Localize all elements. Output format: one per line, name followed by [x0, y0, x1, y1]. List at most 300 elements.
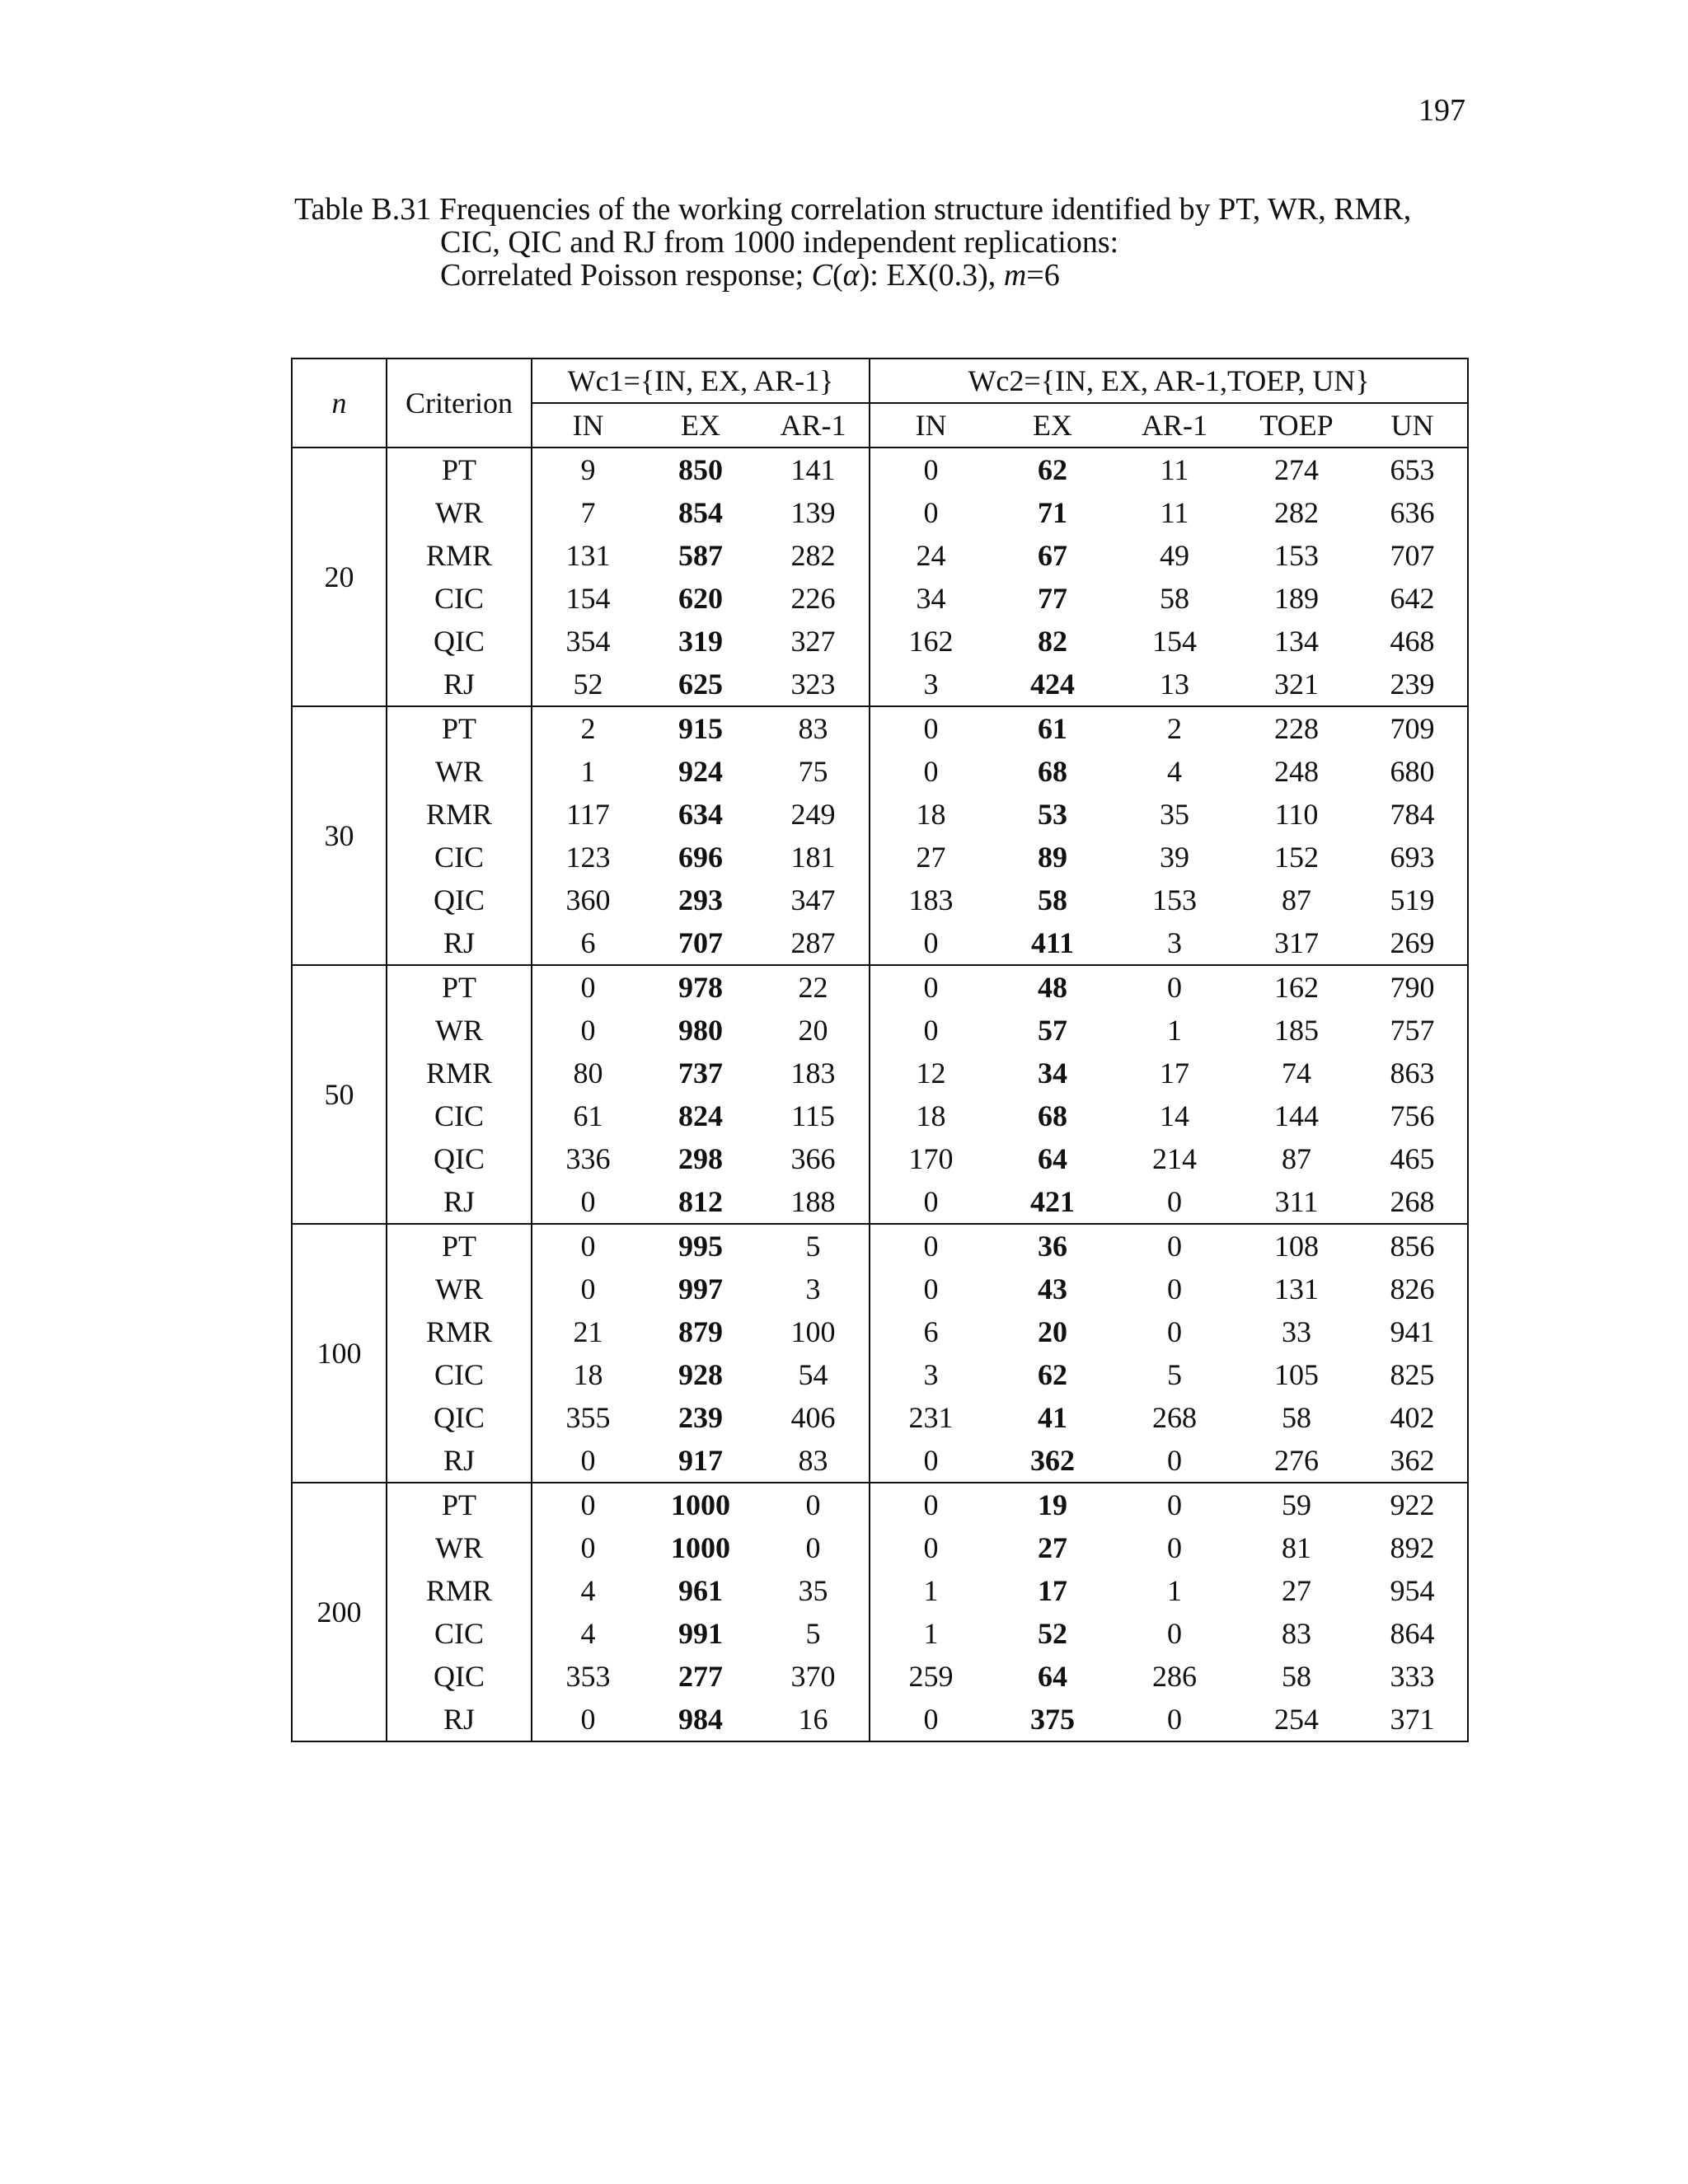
value-cell: 58	[1282, 1660, 1312, 1693]
value-cell: 139	[790, 496, 836, 529]
value-cell: 757	[1390, 1014, 1435, 1047]
value-cell: 0	[1114, 1224, 1236, 1268]
table-row	[292, 1052, 1468, 1094]
table-row	[292, 706, 1468, 750]
value-cell: 0	[1167, 1617, 1183, 1650]
value-cell: 3	[1167, 926, 1183, 959]
criterion-cell: WR	[387, 491, 532, 534]
criterion-cell: RJ	[387, 1439, 532, 1483]
value-cell: 21	[532, 1310, 644, 1353]
caption-line-2: CIC, QIC and RJ from 1000 independent replications:	[440, 225, 1119, 260]
value-cell: 100	[790, 1315, 836, 1348]
criterion-cell: RMR	[387, 793, 532, 836]
value-cell: 108	[1236, 1224, 1357, 1268]
col-header-wc2-in: IN	[870, 403, 992, 448]
value-cell: 18	[870, 793, 992, 836]
col-header-wc2-ex: EX	[1033, 409, 1073, 442]
value-cell: 0	[805, 1531, 821, 1564]
value-cell: 282	[790, 539, 836, 572]
value-cell: 362	[1390, 1444, 1435, 1477]
value-cell: 77	[1038, 582, 1068, 615]
value-cell: 6	[532, 921, 644, 965]
table-row	[292, 1439, 1468, 1483]
value-cell: 287	[790, 926, 836, 959]
value-cell: 347	[790, 883, 836, 916]
criterion-cell: RJ	[387, 1698, 532, 1741]
table-row	[292, 1483, 1468, 1526]
value-cell: 375	[1030, 1703, 1076, 1736]
value-cell: 53	[1038, 798, 1068, 831]
value-cell: 27	[1282, 1574, 1312, 1607]
value-cell: 41	[1038, 1401, 1068, 1434]
col-header-wc2-toep: TOEP	[1259, 409, 1334, 442]
value-cell: 468	[1390, 625, 1435, 658]
value-cell: 856	[1357, 1224, 1468, 1268]
value-cell: 0	[870, 706, 992, 750]
table-row	[292, 1180, 1468, 1224]
value-cell: 707	[1390, 539, 1435, 572]
value-cell: 293	[678, 883, 723, 916]
value-cell: 406	[790, 1401, 836, 1434]
value-cell: 123	[532, 836, 644, 879]
value-cell: 6	[870, 1310, 992, 1353]
criterion-cell: WR	[387, 750, 532, 793]
value-cell: 995	[644, 1224, 757, 1268]
value-cell: 33	[1282, 1315, 1312, 1348]
value-cell: 61	[532, 1094, 644, 1137]
value-cell: 3	[805, 1272, 821, 1305]
table-row	[292, 1137, 1468, 1180]
value-cell: 0	[532, 1439, 644, 1483]
criterion-cell: RJ	[387, 663, 532, 706]
value-cell: 863	[1390, 1057, 1435, 1090]
value-cell: 3	[870, 663, 992, 706]
criterion-cell: RMR	[387, 1052, 532, 1094]
value-cell: 39	[1160, 841, 1190, 874]
value-cell: 9	[532, 448, 644, 491]
table-row	[292, 1268, 1468, 1310]
value-cell: 4	[532, 1569, 644, 1612]
value-cell: 980	[678, 1014, 723, 1047]
criterion-cell: WR	[387, 1268, 532, 1310]
value-cell: 49	[1160, 539, 1190, 572]
criterion-cell: QIC	[387, 1396, 532, 1439]
col-header-wc1-in: IN	[532, 403, 644, 448]
value-cell: 1000	[644, 1483, 757, 1526]
table-row	[292, 1094, 1468, 1137]
caption-line-3-prefix: Correlated Poisson response;	[440, 258, 812, 293]
value-cell: 321	[1274, 668, 1320, 701]
value-cell: 5	[1167, 1358, 1183, 1391]
value-cell: 71	[1038, 496, 1068, 529]
n-value-cell: 200	[292, 1483, 387, 1741]
value-cell: 917	[678, 1444, 723, 1477]
value-cell: 64	[1038, 1660, 1068, 1693]
value-cell: 0	[532, 1180, 644, 1224]
value-cell: 0	[870, 1224, 992, 1268]
value-cell: 52	[1038, 1617, 1068, 1650]
caption-symbol-c: C	[811, 258, 833, 293]
value-cell: 402	[1390, 1401, 1435, 1434]
criterion-cell: PT	[387, 1224, 532, 1268]
value-cell: 922	[1357, 1483, 1468, 1526]
value-cell: 162	[870, 620, 992, 663]
value-cell: 0	[870, 491, 992, 534]
value-cell: 36	[992, 1224, 1114, 1268]
value-cell: 636	[1390, 496, 1435, 529]
criterion-cell: CIC	[387, 1612, 532, 1655]
value-cell: 954	[1390, 1574, 1435, 1607]
value-cell: 144	[1274, 1099, 1320, 1132]
criterion-cell: PT	[387, 1483, 532, 1526]
value-cell: 370	[790, 1660, 836, 1693]
criterion-cell: RJ	[387, 921, 532, 965]
value-cell: 0	[1114, 965, 1236, 1009]
value-cell: 915	[644, 706, 757, 750]
value-cell: 214	[1152, 1142, 1198, 1175]
value-cell: 239	[678, 1401, 723, 1434]
value-cell: 0	[1167, 1272, 1183, 1305]
value-cell: 825	[1390, 1358, 1435, 1391]
value-cell: 924	[678, 755, 723, 788]
value-cell: 61	[992, 706, 1114, 750]
criterion-cell: QIC	[387, 1137, 532, 1180]
criterion-cell: WR	[387, 1009, 532, 1052]
n-header: n	[331, 387, 347, 419]
table-row	[292, 879, 1468, 921]
value-cell: 153	[1152, 883, 1198, 916]
value-cell: 80	[532, 1052, 644, 1094]
value-cell: 879	[678, 1315, 723, 1348]
value-cell: 864	[1390, 1617, 1435, 1650]
value-cell: 892	[1390, 1531, 1435, 1564]
criterion-cell: CIC	[387, 1353, 532, 1396]
value-cell: 0	[532, 1009, 644, 1052]
n-value-cell: 20	[292, 448, 387, 706]
value-cell: 1	[870, 1569, 992, 1612]
value-cell: 276	[1274, 1444, 1320, 1477]
value-cell: 323	[790, 668, 836, 701]
value-cell: 58	[1038, 883, 1068, 916]
table-row	[292, 1655, 1468, 1698]
value-cell: 286	[1152, 1660, 1198, 1693]
table-row	[292, 1698, 1468, 1741]
value-cell: 0	[1167, 1315, 1183, 1348]
value-cell: 421	[1030, 1185, 1076, 1218]
value-cell: 34	[870, 577, 992, 620]
value-cell: 693	[1390, 841, 1435, 874]
value-cell: 170	[870, 1137, 992, 1180]
value-cell: 274	[1236, 448, 1357, 491]
value-cell: 48	[992, 965, 1114, 1009]
value-cell: 0	[532, 1224, 644, 1268]
value-cell: 14	[1160, 1099, 1190, 1132]
value-cell: 248	[1274, 755, 1320, 788]
value-cell: 0	[1114, 1483, 1236, 1526]
value-cell: 75	[798, 755, 828, 788]
value-cell: 991	[678, 1617, 723, 1650]
value-cell: 117	[532, 793, 644, 836]
value-cell: 707	[678, 926, 723, 959]
table-row	[292, 534, 1468, 577]
criterion-cell: PT	[387, 448, 532, 491]
n-value-cell: 30	[292, 706, 387, 965]
value-cell: 0	[1167, 1444, 1183, 1477]
value-cell: 24	[870, 534, 992, 577]
value-cell: 625	[678, 668, 723, 701]
value-cell: 11	[1114, 448, 1236, 491]
value-cell: 366	[790, 1142, 836, 1175]
value-cell: 0	[1167, 1703, 1183, 1736]
value-cell: 183	[870, 879, 992, 921]
value-cell: 961	[678, 1574, 723, 1607]
value-cell: 154	[532, 577, 644, 620]
value-cell: 336	[532, 1137, 644, 1180]
table-row	[292, 448, 1468, 491]
value-cell: 424	[1030, 668, 1076, 701]
value-cell: 4	[1167, 755, 1183, 788]
col-header-wc1-ar1: AR-1	[780, 409, 846, 442]
value-cell: 737	[678, 1057, 723, 1090]
value-cell: 0	[870, 1483, 992, 1526]
value-cell: 642	[1390, 582, 1435, 615]
value-cell: 0	[532, 1268, 644, 1310]
value-cell: 360	[532, 879, 644, 921]
value-cell: 978	[644, 965, 757, 1009]
value-cell: 824	[678, 1099, 723, 1132]
criterion-cell: CIC	[387, 577, 532, 620]
value-cell: 0	[870, 1526, 992, 1569]
n-value-cell: 100	[292, 1224, 387, 1483]
table-row	[292, 577, 1468, 620]
caption-open-paren: (	[832, 258, 843, 293]
value-cell: 259	[870, 1655, 992, 1698]
value-cell: 355	[532, 1396, 644, 1439]
criterion-cell: RMR	[387, 1310, 532, 1353]
value-cell: 185	[1274, 1014, 1320, 1047]
value-cell: 0	[870, 448, 992, 491]
n-value-cell: 50	[292, 965, 387, 1224]
value-cell: 298	[678, 1142, 723, 1175]
criterion-cell: RMR	[387, 1569, 532, 1612]
value-cell: 58	[1282, 1401, 1312, 1434]
table-row	[292, 793, 1468, 836]
value-cell: 696	[678, 841, 723, 874]
table-row	[292, 750, 1468, 793]
value-cell: 362	[1030, 1444, 1076, 1477]
value-cell: 282	[1274, 496, 1320, 529]
criterion-header: Criterion	[387, 359, 532, 448]
criterion-cell: CIC	[387, 836, 532, 879]
value-cell: 854	[678, 496, 723, 529]
col-header-wc2-un: UN	[1390, 409, 1434, 442]
value-cell: 68	[1038, 1099, 1068, 1132]
value-cell: 4	[532, 1612, 644, 1655]
value-cell: 152	[1274, 841, 1320, 874]
value-cell: 239	[1390, 668, 1435, 701]
value-cell: 0	[532, 965, 644, 1009]
value-cell: 0	[1167, 1185, 1183, 1218]
value-cell: 19	[992, 1483, 1114, 1526]
table-row	[292, 1310, 1468, 1353]
value-cell: 35	[798, 1574, 828, 1607]
criterion-cell: QIC	[387, 879, 532, 921]
value-cell: 5	[805, 1617, 821, 1650]
criterion-cell: PT	[387, 965, 532, 1009]
wc1-header: Wc1={IN, EX, AR-1}	[532, 359, 870, 403]
value-cell: 87	[1282, 883, 1312, 916]
caption-symbol-alpha: α	[842, 258, 860, 293]
table-row	[292, 491, 1468, 534]
criterion-cell: WR	[387, 1526, 532, 1569]
value-cell: 20	[1038, 1315, 1068, 1348]
value-cell: 941	[1390, 1315, 1435, 1348]
value-cell: 83	[1282, 1617, 1312, 1650]
value-cell: 2	[532, 706, 644, 750]
value-cell: 1000	[671, 1531, 730, 1564]
value-cell: 54	[798, 1358, 828, 1391]
table-row	[292, 1612, 1468, 1655]
caption-line-3	[294, 259, 1465, 292]
value-cell: 784	[1390, 798, 1435, 831]
value-cell: 826	[1390, 1272, 1435, 1305]
value-cell: 11	[1160, 496, 1189, 529]
page-number: 197	[1418, 93, 1465, 128]
value-cell: 34	[1038, 1057, 1068, 1090]
value-cell: 27	[1038, 1531, 1068, 1564]
value-cell: 189	[1274, 582, 1320, 615]
value-cell: 850	[644, 448, 757, 491]
value-cell: 67	[1038, 539, 1068, 572]
table-row	[292, 921, 1468, 965]
value-cell: 790	[1357, 965, 1468, 1009]
value-cell: 1	[532, 750, 644, 793]
table-row	[292, 1526, 1468, 1569]
value-cell: 153	[1274, 539, 1320, 572]
value-cell: 43	[1038, 1272, 1068, 1305]
value-cell: 183	[790, 1057, 836, 1090]
value-cell: 131	[532, 534, 644, 577]
table-row	[292, 836, 1468, 879]
header-row-1	[292, 359, 1468, 403]
value-cell: 634	[678, 798, 723, 831]
value-cell: 27	[870, 836, 992, 879]
col-header-wc1-ex: EX	[681, 409, 720, 442]
criterion-cell: RJ	[387, 1180, 532, 1224]
value-cell: 82	[1038, 625, 1068, 658]
value-cell: 87	[1282, 1142, 1312, 1175]
value-cell: 0	[532, 1483, 644, 1526]
criterion-cell: QIC	[387, 1655, 532, 1698]
table-caption	[294, 193, 1465, 292]
value-cell: 0	[532, 1698, 644, 1741]
value-cell: 0	[1167, 1531, 1183, 1564]
value-cell: 154	[1152, 625, 1198, 658]
value-cell: 0	[870, 1698, 992, 1741]
value-cell: 110	[1274, 798, 1319, 831]
value-cell: 997	[678, 1272, 723, 1305]
value-cell: 16	[798, 1703, 828, 1736]
value-cell: 35	[1160, 798, 1190, 831]
table-row	[292, 1353, 1468, 1396]
value-cell: 277	[678, 1660, 723, 1693]
value-cell: 0	[532, 1526, 644, 1569]
value-cell: 269	[1390, 926, 1435, 959]
value-cell: 756	[1390, 1099, 1435, 1132]
value-cell: 465	[1390, 1142, 1435, 1175]
table-row	[292, 1569, 1468, 1612]
value-cell: 709	[1357, 706, 1468, 750]
value-cell: 22	[757, 965, 870, 1009]
value-cell: 0	[757, 1483, 870, 1526]
value-cell: 317	[1274, 926, 1320, 959]
value-cell: 226	[790, 582, 836, 615]
value-cell: 0	[870, 921, 992, 965]
value-cell: 5	[757, 1224, 870, 1268]
table-body	[292, 448, 1468, 1741]
value-cell: 0	[870, 1180, 992, 1224]
value-cell: 1	[1167, 1014, 1183, 1047]
value-cell: 3	[870, 1353, 992, 1396]
value-cell: 1	[870, 1612, 992, 1655]
value-cell: 62	[1038, 1358, 1068, 1391]
wc2-header: Wc2={IN, EX, AR-1,TOEP, UN}	[870, 359, 1468, 403]
caption-line-3-suffix: =6	[1026, 258, 1060, 293]
value-cell: 12	[870, 1052, 992, 1094]
value-cell: 311	[1274, 1185, 1319, 1218]
value-cell: 653	[1357, 448, 1468, 491]
value-cell: 18	[532, 1353, 644, 1396]
value-cell: 141	[757, 448, 870, 491]
value-cell: 64	[1038, 1142, 1068, 1175]
value-cell: 58	[1160, 582, 1190, 615]
value-cell: 268	[1390, 1185, 1435, 1218]
value-cell: 249	[790, 798, 836, 831]
value-cell: 7	[532, 491, 644, 534]
value-cell: 20	[798, 1014, 828, 1047]
criterion-cell: QIC	[387, 620, 532, 663]
caption-symbol-m: m	[1003, 258, 1027, 293]
value-cell: 333	[1390, 1660, 1435, 1693]
value-cell: 680	[1390, 755, 1435, 788]
table-row	[292, 1396, 1468, 1439]
value-cell: 928	[678, 1358, 723, 1391]
value-cell: 254	[1274, 1703, 1320, 1736]
value-cell: 134	[1274, 625, 1320, 658]
value-cell: 268	[1152, 1401, 1198, 1434]
value-cell: 62	[992, 448, 1114, 491]
value-cell: 519	[1390, 883, 1435, 916]
value-cell: 984	[678, 1703, 723, 1736]
criterion-cell: RMR	[387, 534, 532, 577]
value-cell: 17	[1160, 1057, 1190, 1090]
value-cell: 411	[1031, 926, 1075, 959]
value-cell: 620	[678, 582, 723, 615]
table-row	[292, 620, 1468, 663]
value-cell: 228	[1236, 706, 1357, 750]
value-cell: 17	[1038, 1574, 1068, 1607]
value-cell: 83	[798, 1444, 828, 1477]
value-cell: 89	[1038, 841, 1068, 874]
value-cell: 81	[1282, 1531, 1312, 1564]
value-cell: 188	[790, 1185, 836, 1218]
table-row	[292, 1224, 1468, 1268]
value-cell: 353	[532, 1655, 644, 1698]
value-cell: 115	[791, 1099, 835, 1132]
value-cell: 1	[1167, 1574, 1183, 1607]
results-table	[291, 358, 1469, 1742]
value-cell: 0	[870, 1439, 992, 1483]
